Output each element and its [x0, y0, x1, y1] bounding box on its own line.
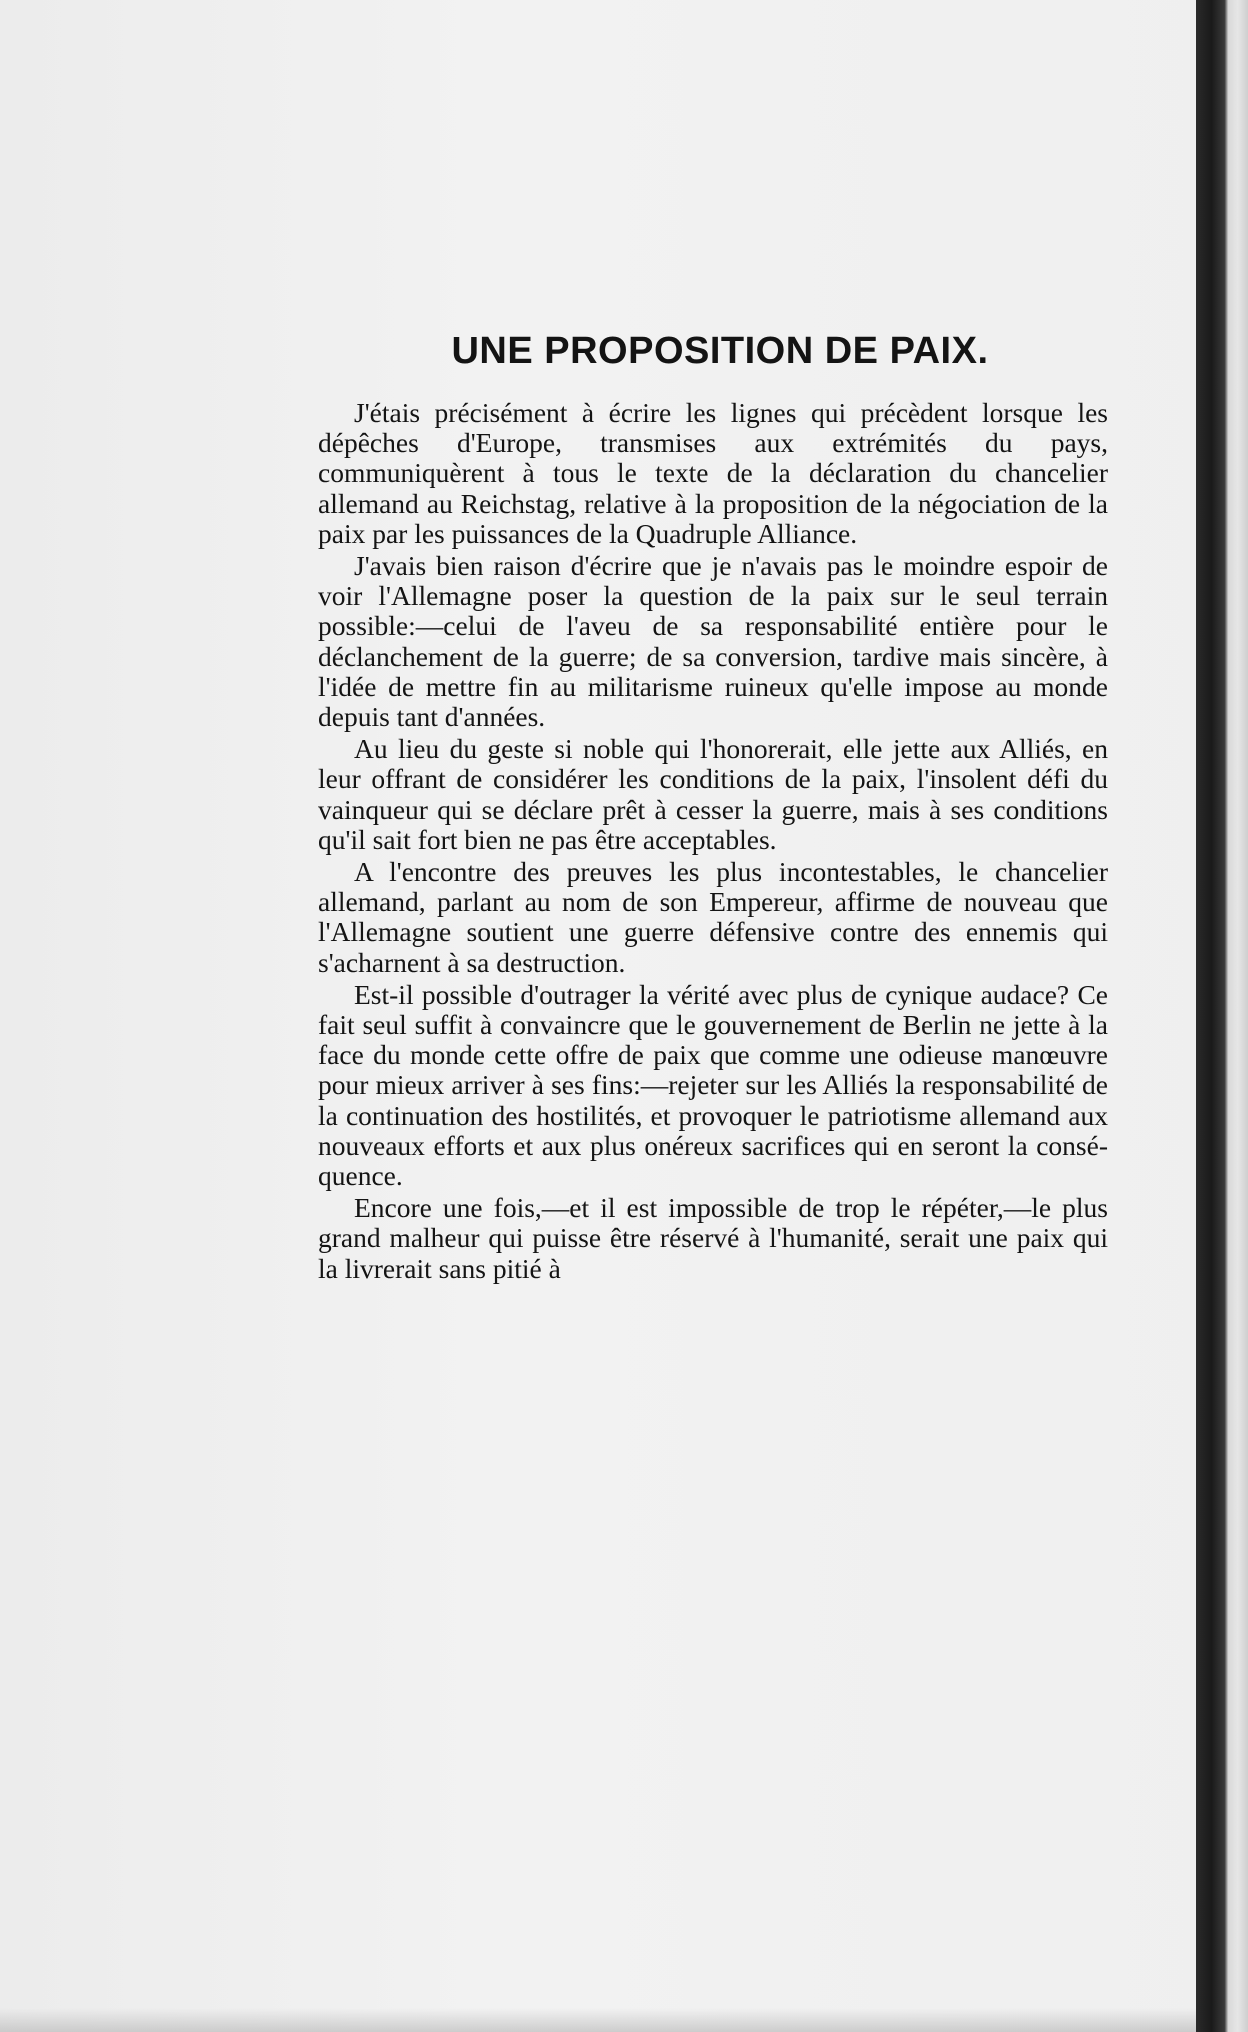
paragraph-5: Est-il possible d'outrager la vérité avec plus de cynique audace? Ce fait seul suffit à convaincre que le gouvernement de Berlin ne jette à la face du monde cette offre de paix que comme une odieuse manœuvre pour mieux arriver à ses fins:—rejeter sur les Alliés la responsabilité de la continuation des hostilités, et provoquer le patriotisme allemand aux nouveaux efforts et aux plus onéreux sacrifices qui en seront la conséquence.: [318, 978, 1108, 1192]
paragraph-6: Encore une fois,—et il est impossible de trop le répéter,—le plus grand malheur qui puisse être réservé à l'humanité, serait une paix qui la livrerait sans pitié à: [318, 1192, 1108, 1284]
page-title: UNE PROPOSITION DE PAIX.: [451, 330, 989, 372]
book-edge: [1196, 0, 1248, 2032]
paragraph-3: Au lieu du geste si noble qui l'honorerait, elle jette aux Alliés, en leur offrant de considérer les conditions de la paix, l'insolent défi du vainqueur qui se déclare prêt à cesser la guerre, mais à ses conditions qu'il sait fort bien ne pas être acceptables.: [318, 733, 1108, 855]
paragraph-2: J'avais bien raison d'écrire que je n'avais pas le moindre espoir de voir l'Allemagne poser la question de la paix sur le seul terrain possible:—celui de l'aveu de sa responsabilité entière pour le déclanchement de la guerre; de sa conversion, tardive mais sincère, à l'idée de mettre fin au militarisme ruineux qu'elle impose au monde depuis tant d'années.: [318, 550, 1108, 733]
page-body: [318, 326, 1108, 1284]
page-bottom-shadow: [0, 2008, 1196, 2032]
paragraph-1: J'étais précisément à écrire les lignes qui précèdent lorsque les dépêches d'Europe, transmises aux extrémités du pays, communiquèrent à tous le texte de la déclaration du chancelier allemand au Reichstag, relative à la proposition de la négociation de la paix par les puissances de la Quadruple Alliance.: [318, 397, 1108, 549]
paragraph-4: A l'encontre des preuves les plus incontestables, le chancelier allemand, parlant au nom de son Empereur, affirme de nouveau que l'Allemagne soutient une guerre défensive contre des ennemis qui s'acharnent à sa destruction.: [318, 856, 1108, 978]
